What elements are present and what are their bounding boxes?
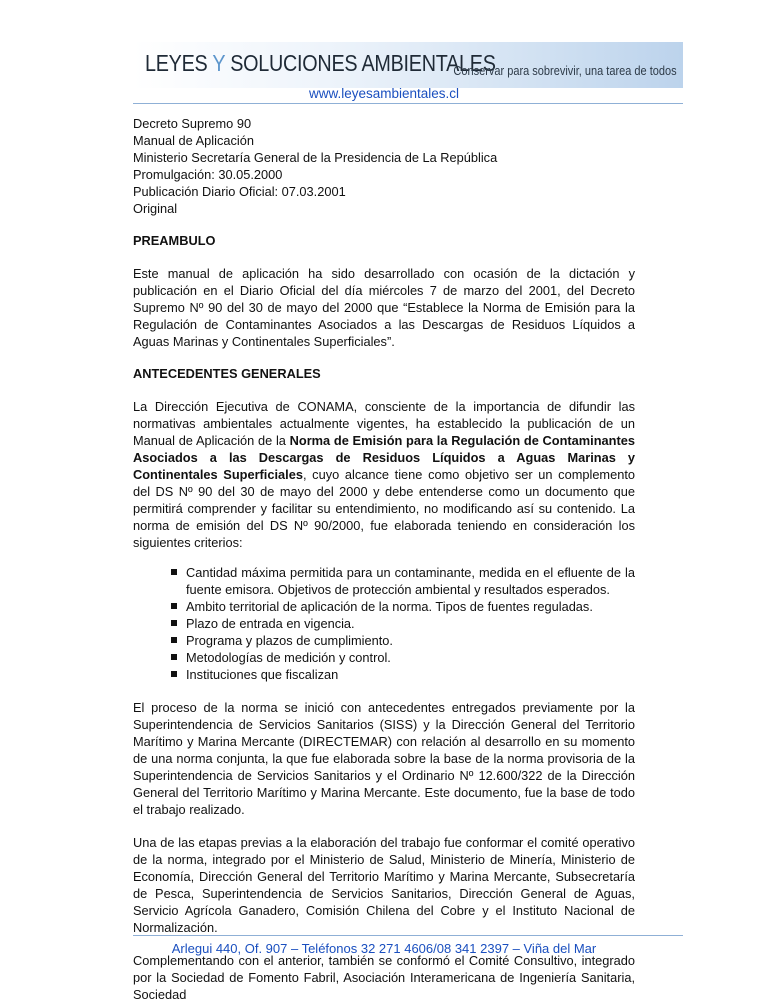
logo-word-soluciones: SOLUCIONES AMBIENTALES bbox=[230, 50, 496, 76]
document-body bbox=[133, 115, 635, 1003]
list-item: Metodologías de medición y control. bbox=[171, 649, 635, 666]
website-link[interactable]: www.leyesambientales.cl bbox=[308, 86, 460, 101]
header-banner bbox=[133, 42, 683, 88]
meta-decree: Decreto Supremo 90 bbox=[133, 116, 252, 131]
antecedentes-heading: ANTECEDENTES GENERALES bbox=[133, 366, 321, 381]
meta-ministry: Ministerio Secretaría General de la Presidencia de La República bbox=[133, 150, 498, 165]
meta-manual: Manual de Aplicación bbox=[133, 133, 254, 148]
header-divider bbox=[133, 103, 683, 104]
criterios-list bbox=[133, 564, 635, 683]
list-item: Plazo de entrada en vigencia. bbox=[171, 615, 635, 632]
list-item: Instituciones que fiscalizan bbox=[171, 666, 635, 683]
logo-word-leyes: LEYES bbox=[145, 50, 213, 76]
antecedentes-text-start: La Dirección Ejecutiva de CONAMA, consciente de la importancia de difundir las normativas ambientales actualmente vigentes, ha establecido la publicación de un Manual de Aplicación de la bbox=[133, 399, 635, 448]
list-item: Cantidad máxima permitida para un contaminante, medida en el efluente de la fuente emisora. Objetivos de protección ambiental y resultados esperados. bbox=[171, 564, 635, 598]
preambulo-heading: PREAMBULO bbox=[133, 233, 216, 248]
norma-title-bold: Norma de Emisión para la Regulación de Contaminantes Asociados a las Descargas de Residuos Líquidos a Aguas Marinas y Continentales Superficiales bbox=[133, 433, 635, 482]
antecedentes-paragraph bbox=[133, 398, 635, 551]
list-item: Ambito territorial de aplicación de la norma. Tipos de fuentes reguladas. bbox=[171, 598, 635, 615]
antecedentes-text-end: , cuyo alcance tiene como objetivo ser un complemento del DS Nº 90 del 30 de mayo del 2000 y debe entenderse como un documento que permitirá comprender y facilitar su entendimiento, no modificando así su contenido. La norma de emisión del DS Nº 90/2000, fue elaborada teniendo en consideración los siguientes criterios: bbox=[133, 467, 636, 550]
preambulo-paragraph: Este manual de aplicación ha sido desarrollado con ocasión de la dictación y publicación en el Diario Oficial del día miércoles 7 de marzo del 2001, del Decreto Supremo Nº 90 del 30 de mayo del 2000 que “Establece la Norma de Emisión para la Regulación de Contaminantes Asociados a las Descargas de Residuos Líquidos a Aguas Marinas y Continentales Superficiales”. bbox=[133, 266, 635, 349]
comite-operativo-paragraph: Una de las etapas previas a la elaboración del trabajo fue conformar el comité operativo de la norma, integrado por el Ministerio de Salud, Ministerio de Minería, Ministerio de Economía, Dirección General del Territorio Marítimo y Marina Mercante, Subsecretaría de Pesca, Superintendencia de Servicios Sanitarios, Dirección General de Aguas, Servicio Agrícola Ganadero, Comisión Chilena del Cobre y el Instituto Nacional de Normalización. bbox=[133, 835, 635, 935]
proceso-paragraph: El proceso de la norma se inició con antecedentes entregados previamente por la Superintendencia de Servicios Sanitarios (SISS) y la Dirección General del Territorio Marítimo y Marina Mercante (DIRECTEMAR) con relación al desarrollo en su momento de una norma conjunta, la que fue elaborada sobre la base de la norma provisoria de la Superintendencia de Servicios Sanitarios y el Ordinario Nº 12.600/322 de la Dirección General del Territorio Marítimo y Marina Mercante. Este documento, fue la base de todo el trabajo realizado. bbox=[133, 700, 635, 817]
comite-consultivo-paragraph: Complementando con el anterior, también se conformó el Comité Consultivo, integrado por la Sociedad de Fomento Fabril, Asociación Interamericana de Ingeniería Sanitaria, Sociedad bbox=[133, 953, 635, 1002]
footer-divider bbox=[133, 935, 683, 936]
footer-contact: Arlegui 440, Of. 907 – Teléfonos 32 271 4606/08 341 2397 – Viña del Mar bbox=[171, 941, 597, 956]
site-logo-title bbox=[145, 50, 496, 77]
meta-original: Original bbox=[133, 201, 178, 216]
meta-publication: Publicación Diario Oficial: 07.03.2001 bbox=[133, 184, 346, 199]
list-item: Programa y plazos de cumplimiento. bbox=[171, 632, 635, 649]
logo-word-y: Y bbox=[212, 50, 231, 76]
document-meta bbox=[133, 115, 635, 217]
meta-promulgation: Promulgación: 30.05.2000 bbox=[133, 167, 283, 182]
site-slogan: Conservar para sobrevivir, una tarea de todos bbox=[453, 64, 677, 78]
